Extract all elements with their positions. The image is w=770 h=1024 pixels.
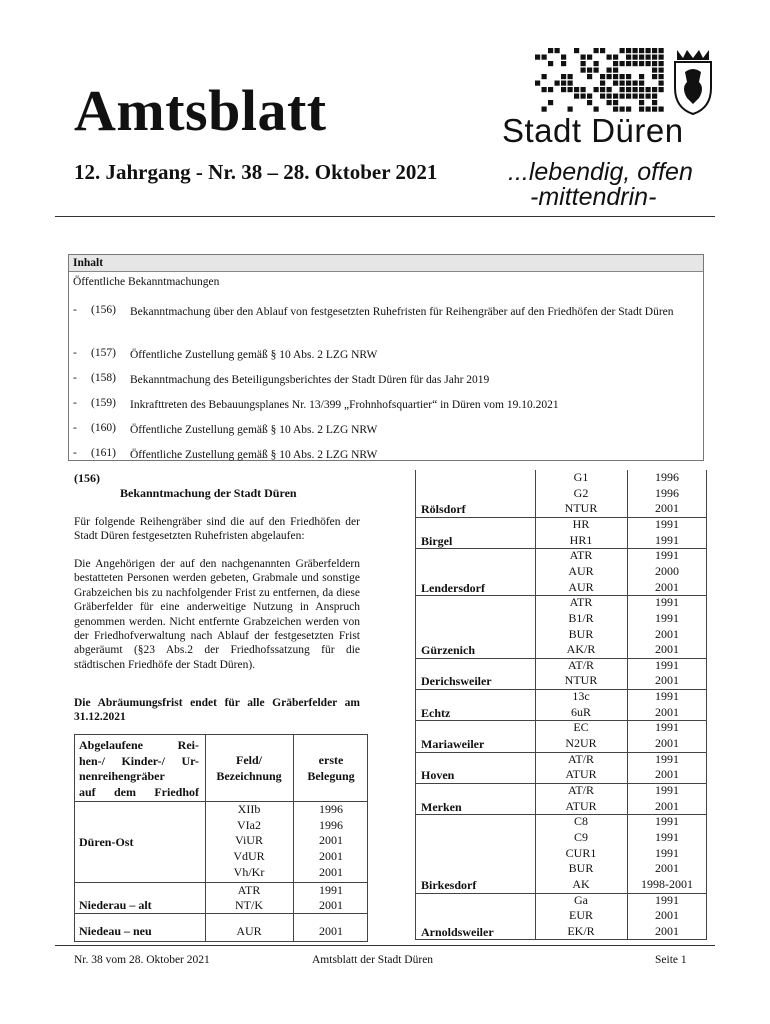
table-cell-cemetery: Hoven [421, 768, 455, 783]
table-cell-field: Ga [574, 892, 588, 907]
toc-item-dash: - [73, 397, 77, 409]
table-cell-field: ATUR [565, 767, 597, 782]
table-cell-cemetery: Rölsdorf [421, 502, 466, 517]
table-cell-year: 1991 [655, 595, 679, 610]
table-cell-year: 2001 [655, 501, 679, 516]
table-cell-field: ATR [569, 595, 593, 610]
table-cell-cemetery: Niedeau – neu [79, 924, 152, 938]
slogan-line-2: -mittendrin- [530, 183, 657, 211]
table-header-col3: erste [318, 753, 344, 767]
table-cell-field: 13c [572, 689, 590, 704]
table-cell-year: 1991 [655, 610, 679, 625]
table-header-col1: nenreihengräber [79, 769, 165, 784]
table-cell-field: BUR [568, 626, 594, 641]
article-paragraph-2: Die Angehörigen der auf den nachgenannten Gräberfeldern bestatteten Personen werden gebeten, Grabmale und sonstige Grabzeichen bis zu nachfolgender Frist zu entfernen, da diese Gräberfelder für eine anderweitige Nutzung in Anspruch genommen werden. Nicht entfernte Grabzeichen werden von der Friedhofverwaltung nach Ablauf der festgesetzten Frist abgeräumt (§23 Abs.2 der Friedhofssatzung für die städtischen Friedhöfe der Stadt Düren). [74, 558, 360, 671]
table-cell-year: 2001 [655, 642, 679, 657]
table-cell-year: 2001 [319, 833, 343, 848]
table-cell-cemetery: Lendersdorf [421, 580, 485, 595]
table-cell-year: 2001 [319, 924, 343, 938]
toc-item-text: Inkrafttreten des Bebauungsplanes Nr. 13/399 „Frohnhofsquartier“ in Düren vom 19.10.2021 [130, 399, 559, 411]
table-cell-field: ATR [569, 548, 593, 563]
table-cell-cemetery: Derichsweiler [421, 674, 492, 689]
table-cell-year: 1996 [655, 485, 679, 500]
table-cell-field: AT/R [567, 751, 594, 766]
grave-fields-table-right [415, 470, 707, 940]
table-cell-year: 2000 [655, 563, 679, 578]
toc-item-number: (159) [91, 397, 116, 409]
table-cell-cemetery: Gürzenich [421, 643, 475, 658]
table-cell-cemetery: Düren-Ost [79, 835, 134, 850]
table-cell-year: 2001 [655, 861, 679, 876]
toc-item-number: (161) [91, 447, 116, 459]
table-cell-year: 1991 [655, 892, 679, 907]
table-cell-field: VdUR [233, 849, 265, 864]
table-cell-field: NTUR [564, 501, 598, 516]
table-cell-year: 2001 [655, 626, 679, 641]
table-cell-field: EC [573, 720, 589, 735]
toc-item-number: (157) [91, 347, 116, 359]
toc-heading: Inhalt [69, 255, 703, 272]
footer-publication: Amtsblatt der Stadt Düren [312, 954, 434, 966]
toc-item-number: (160) [91, 422, 116, 434]
table-cell-year: 2001 [655, 767, 679, 782]
table-cell-field: HR1 [569, 532, 593, 547]
table-cell-field: XIIb [237, 802, 261, 816]
table-cell-year: 1991 [655, 657, 679, 672]
table-cell-cemetery: Mariaweiler [421, 737, 485, 752]
table-cell-year: 2001 [319, 898, 343, 913]
table-cell-year: 2001 [655, 736, 679, 751]
article-deadline: Die Abräumungsfrist endet für alle Gräberfelder am 31.12.2021 [74, 697, 360, 724]
table-header-col1: auf dem Friedhof [79, 785, 199, 800]
page-title: Amtsblatt [74, 78, 327, 143]
toc-item-text: Öffentliche Zustellung gemäß § 10 Abs. 2 LZG NRW [130, 424, 378, 436]
table-row-divider [75, 913, 367, 914]
table-cell-year: 2001 [655, 923, 679, 938]
toc-item-dash: - [73, 304, 77, 316]
table-cell-field: AUR [236, 924, 262, 938]
table-cell-field: N2UR [565, 736, 597, 751]
table-cell-cemetery: Niederau – alt [79, 898, 152, 913]
table-cell-field: AK [572, 876, 590, 891]
table-header-col1: hen-/ Kinder-/ Ur- [79, 753, 199, 768]
table-cell-year: 1991 [655, 548, 679, 563]
table-cell-year: 1991 [655, 720, 679, 735]
table-cell-year: 1991 [319, 882, 343, 897]
toc-item-text: Bekanntmachung über den Ablauf von festgesetzten Ruhefristen für Reihengräber auf den Friedhöfen der Stadt Düren [130, 306, 674, 318]
footer-divider [55, 945, 715, 946]
table-header-col1: Abgelaufene Rei- [79, 738, 199, 752]
table-cell-year: 2001 [655, 798, 679, 813]
table-header-col2: Feld/ [236, 753, 262, 767]
table-cell-year: 2001 [655, 704, 679, 719]
table-cell-year: 1991 [655, 829, 679, 844]
toc-item-dash: - [73, 372, 77, 384]
table-cell-year: 2001 [655, 673, 679, 688]
toc-item-text: Öffentliche Zustellung gemäß § 10 Abs. 2 LZG NRW [130, 349, 378, 361]
grave-fields-table-left [74, 734, 368, 942]
toc-item-text: Öffentliche Zustellung gemäß § 10 Abs. 2 LZG NRW [130, 449, 378, 461]
table-cell-field: C8 [573, 814, 588, 829]
table-cell-year: 1991 [655, 516, 679, 531]
table-cell-year: 2001 [655, 579, 679, 594]
footer-issue: Nr. 38 vom 28. Oktober 2021 [74, 954, 210, 966]
toc-subheading: Öffentliche Bekanntmachungen [73, 276, 220, 288]
toc-item-dash: - [73, 447, 77, 459]
table-cell-field: AUR [568, 579, 594, 594]
table-cell-year: 1991 [655, 751, 679, 766]
table-cell-field: CUR1 [565, 845, 597, 860]
table-cell-year: 1991 [655, 689, 679, 704]
table-cell-cemetery: Echtz [421, 705, 451, 720]
table-cell-field: Vh/Kr [233, 864, 265, 879]
table-cell-field: ViUR [235, 833, 263, 848]
table-cell-year: 2001 [319, 864, 343, 879]
toc-item-dash: - [73, 347, 77, 359]
table-cell-year: 1996 [319, 817, 343, 832]
table-cell-field: EUR [569, 908, 593, 923]
table-cell-year: 2001 [319, 849, 343, 864]
toc-item-number: (156) [91, 304, 116, 316]
table-cell-field: B1/R [568, 610, 594, 625]
table-cell-field: NTUR [564, 673, 598, 688]
table-cell-field: C9 [573, 829, 588, 844]
table-cell-year: 2001 [655, 908, 679, 923]
table-cell-field: AK/R [566, 642, 596, 657]
table-cell-field: G2 [573, 485, 589, 500]
table-cell-cemetery: Arnoldsweiler [421, 924, 494, 939]
city-name: Stadt Düren [502, 112, 684, 149]
table-cell-cemetery: Birkesdorf [421, 877, 477, 892]
table-header-col2: Bezeichnung [216, 768, 282, 783]
table-cell-year: 1991 [655, 845, 679, 860]
table-of-contents [68, 254, 704, 461]
table-cell-year: 1991 [655, 814, 679, 829]
table-cell-cemetery: Birgel [421, 533, 453, 548]
table-cell-year: 1996 [319, 802, 343, 816]
table-cell-field: ATR [237, 882, 261, 897]
toc-item-number: (158) [91, 372, 116, 384]
toc-item-dash: - [73, 422, 77, 434]
table-cell-field: AT/R [567, 657, 594, 672]
table-cell-field: AUR [568, 563, 594, 578]
header-divider [55, 216, 715, 217]
article-number: (156) [74, 471, 100, 485]
table-cell-field: 6uR [570, 704, 591, 719]
city-logo-mosaic [535, 48, 715, 118]
slogan-line-1: ...lebendig, offen [508, 158, 693, 186]
table-cell-field: G1 [573, 470, 589, 484]
table-cell-year: 1991 [655, 532, 679, 547]
table-cell-year: 1996 [655, 470, 679, 484]
toc-item-text: Bekanntmachung des Beteiligungsberichtes der Stadt Düren für das Jahr 2019 [130, 374, 490, 386]
table-cell-cemetery: Merken [421, 799, 462, 814]
table-border [415, 470, 416, 940]
article-heading: Bekanntmachung der Stadt Düren [120, 486, 297, 500]
table-cell-year: 1998-2001 [641, 876, 693, 891]
footer-page-number: Seite 1 [655, 954, 687, 966]
table-cell-field: NT/K [235, 898, 263, 913]
issue-subtitle: 12. Jahrgang - Nr. 38 – 28. Oktober 2021 [74, 160, 438, 184]
table-cell-field: ATUR [565, 798, 597, 813]
table-cell-year: 1991 [655, 783, 679, 797]
table-cell-field: HR [572, 516, 590, 531]
table-cell-field: AT/R [567, 783, 594, 797]
table-cell-field: VIa2 [237, 817, 261, 832]
table-cell-field: BUR [568, 861, 594, 876]
table-cell-field: EK/R [567, 923, 595, 938]
article-paragraph-1: Für folgende Reihengräber sind die auf den Friedhöfen der Stadt Düren festgesetzten Ruhefristen abgelaufen: [74, 516, 360, 543]
table-header-col3: Belegung [307, 768, 355, 783]
